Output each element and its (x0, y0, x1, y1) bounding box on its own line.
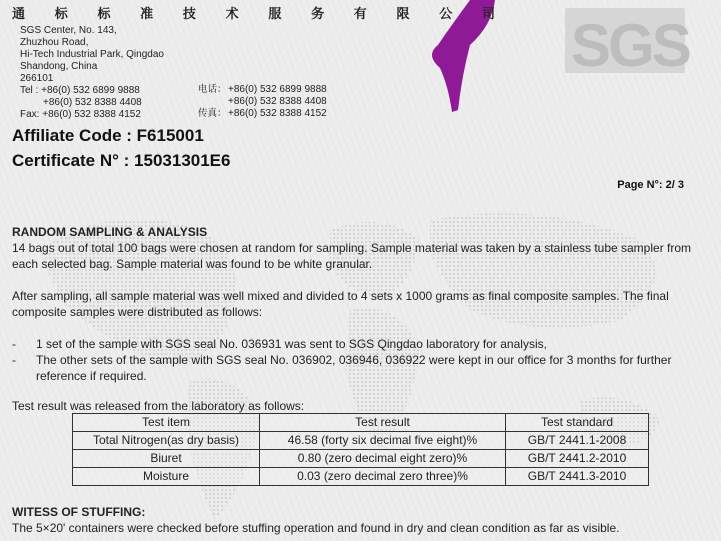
sampling-section (12, 224, 692, 272)
chinese-contact-block (198, 84, 327, 120)
sample-distribution-list (12, 336, 692, 384)
page-number: Page N°: 2/ 3 (617, 179, 684, 191)
table-cell: GB/T 2441.1-2008 (506, 432, 649, 450)
sampling-paragraph-2: After sampling, all sample material was well mixed and divided to 4 sets x 1000 grams as final composite samples. The final composite samples were distributed as follows: (12, 289, 669, 319)
table-cell: Biuret (73, 450, 260, 468)
list-item-text: The other sets of the sample with SGS seal No. 036902, 036946, 036922 were kept in our office for 3 months for further reference if required. (36, 353, 672, 383)
table-cell: 0.03 (zero decimal zero three)% (260, 468, 506, 486)
fax-line: Fax: +86(0) 532 8388 4152 (20, 109, 141, 120)
stuffing-heading: WITESS OF STUFFING: (12, 505, 146, 519)
address-line: 266101 (20, 73, 54, 84)
table-header: Test item (73, 414, 260, 432)
stuffing-text: The 5×20' containers were checked before stuffing operation and found in dry and clean condition as far as visible. (12, 521, 620, 535)
list-item-text: 1 set of the sample with SGS seal No. 036931 was sent to SGS Qingdao laboratory for analysis, (36, 337, 547, 351)
table-cell: GB/T 2441.3-2010 (506, 468, 649, 486)
tel-line-2: +86(0) 532 8388 4408 (43, 97, 142, 108)
svg-text:SGS: SGS (571, 12, 689, 79)
sgs-logo (565, 8, 690, 79)
address-line: SGS Center, No. 143, (20, 25, 117, 36)
address-line: Zhuzhou Road, (20, 37, 89, 48)
table-row (73, 450, 649, 468)
address-line: Hi-Tech Industrial Park, Qingdao (20, 49, 164, 60)
table-row (73, 468, 649, 486)
results-intro: Test result was released from the laboratory as follows: (12, 399, 305, 413)
sampling-heading: RANDOM SAMPLING & ANALYSIS (12, 225, 208, 239)
sgs-address-block (20, 25, 164, 121)
cn-tel-label: 电话： (198, 84, 227, 95)
table-cell: Moisture (73, 468, 260, 486)
sampling-paragraph-1: 14 bags out of total 100 bags were chosen at random for sampling. Sample material was taken by a stainless tube sampler from each selected bag. Sample material was found to be white granular. (12, 241, 692, 271)
stuffing-section (12, 504, 692, 536)
tel-line: Tel : +86(0) 532 6899 9888 (20, 85, 140, 96)
table-header: Test standard (506, 414, 649, 432)
cn-tel-1: +86(0) 532 6899 9888 (228, 84, 327, 95)
affiliate-code: Affiliate Code : F615001 (12, 126, 204, 145)
test-results-table (72, 413, 649, 486)
cn-fax: +86(0) 532 8388 4152 (228, 108, 327, 119)
table-header-row (73, 414, 649, 432)
certificate-number: Certificate N° : 15031301E6 (12, 151, 231, 170)
cn-fax-label: 传真： (198, 108, 227, 119)
table-cell: GB/T 2441.2-2010 (506, 450, 649, 468)
table-row (73, 432, 649, 450)
cn-tel-2: +86(0) 532 8388 4408 (228, 96, 327, 107)
list-item: - The other sets of the sample with SGS seal No. 036902, 036946, 036922 were kept in our office for 3 months for further reference if required. (12, 352, 692, 384)
table-cell: Total Nitrogen(as dry basis) (73, 432, 260, 450)
table-header: Test result (260, 414, 506, 432)
address-line: Shandong, China (20, 61, 98, 72)
table-cell: 0.80 (zero decimal eight zero)% (260, 450, 506, 468)
list-item: - 1 set of the sample with SGS seal No. 036931 was sent to SGS Qingdao laboratory for analysis, (12, 337, 547, 351)
company-chinese-name: 通 标 标 准 技 术 服 务 有 限 公 司 (12, 7, 508, 22)
table-cell: 46.58 (forty six decimal five eight)% (260, 432, 506, 450)
